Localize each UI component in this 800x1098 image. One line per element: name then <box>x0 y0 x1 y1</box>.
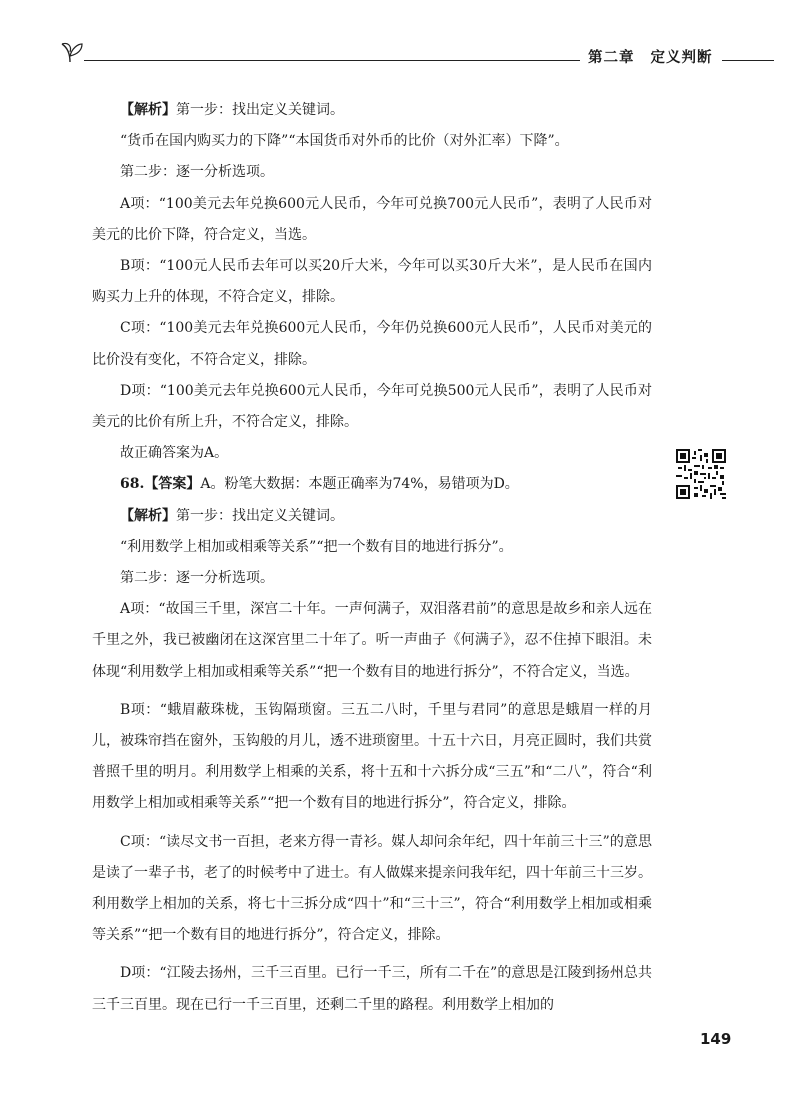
paragraph: 第二步：逐一分析选项。 <box>120 570 274 587</box>
answer-label: 68.【答案】 <box>120 476 201 493</box>
leaf-icon <box>58 38 84 64</box>
analysis-label: 【解析】 <box>120 102 176 118</box>
header-rule-right <box>722 60 774 61</box>
paragraph: 第二步：逐一分析选项。 <box>120 164 274 181</box>
paragraph: 【解析】第一步：找出定义关键词。 <box>120 507 344 524</box>
section-title: 定义判断 <box>650 50 713 66</box>
analysis-label: 【解析】 <box>120 507 176 524</box>
paragraph: B项：“100元人民币去年可以买20斤大米，今年可以买30斤大米”，是人民币在国内购买力上升的体现，不符合定义，排除。 <box>92 258 652 306</box>
paragraph: C项：“读尽文书一百担，老来方得一青衫。媒人却问余年纪，四十年前三十三”的意思是读了一辈子书，老了的时候考中了进士。有人做媒来提亲问我年纪，四十年前三十三岁。利用数学上相加的关系，将七十三拆分成“四十”和“三十三”，符合“利用数学上相加或相乘等关系”“把一个数有目的地进行拆分”，符合定义，排除。 <box>92 833 652 944</box>
paragraph: 【解析】第一步：找出定义关键词。 <box>120 102 344 118</box>
paragraph: “货币在国内购买力的下降”“本国货币对外币的比价（对外汇率）下降”。 <box>120 133 569 150</box>
paragraph: “利用数学上相加或相乘等关系”“把一个数有目的地进行拆分”。 <box>120 538 513 555</box>
paragraph: A项：“故国三千里，深宫二十年。一声何满子，双泪落君前”的意思是故乡和亲人远在千里之外，我已被幽闭在这深宫里二十年了。听一声曲子《何满子》，忍不住掉下眼泪。未体现“利用数学上相加或相乘等关系”“把一个数有目的地进行拆分”，不符合定义，当选。 <box>92 601 652 680</box>
chapter-number: 第二章 <box>588 50 635 66</box>
chapter-heading <box>588 46 713 67</box>
paragraph: C项：“100美元去年兑换600元人民币，今年仍兑换600元人民币”，人民币对美元的比价没有变化，不符合定义，排除。 <box>92 320 652 368</box>
page-header <box>0 0 800 80</box>
paragraph: D项：“江陵去扬州，三千三百里。已行一千三，所有二千在”的意思是江陵到扬州总共三千三百里。现在已行一千三百里，还剩二千里的路程。利用数学上相加的 <box>92 965 652 1013</box>
qr-code-icon[interactable] <box>676 449 726 499</box>
page-body <box>92 95 652 1021</box>
page-number: 149 <box>700 1030 732 1048</box>
paragraph: 68.【答案】A。粉笔大数据：本题正确率为74%，易错项为D。 <box>120 476 519 493</box>
paragraph: D项：“100美元去年兑换600元人民币，今年可兑换500元人民币”，表明了人民币对美元的比价有所上升，不符合定义，排除。 <box>92 382 652 431</box>
header-rule <box>84 60 580 61</box>
paragraph: B项：“蛾眉蔽珠栊，玉钩隔琐窗。三五二八时，千里与君同”的意思是蛾眉一样的月儿，被珠帘挡在窗外，玉钩般的月儿，透不进琐窗里。十五十六日，月亮正圆时，我们共赏普照千里的明月。利用数学上相乘的关系，将十五和十六拆分成“三五”和“二八”，符合“利用数学上相加或相乘等关系”“把一个数有目的地进行拆分”，符合定义，排除。 <box>92 701 652 812</box>
paragraph: 故正确答案为A。 <box>120 445 229 462</box>
paragraph: A项：“100美元去年兑换600元人民币，今年可兑换700元人民币”，表明了人民币对美元的比价下降，符合定义，当选。 <box>92 195 652 243</box>
